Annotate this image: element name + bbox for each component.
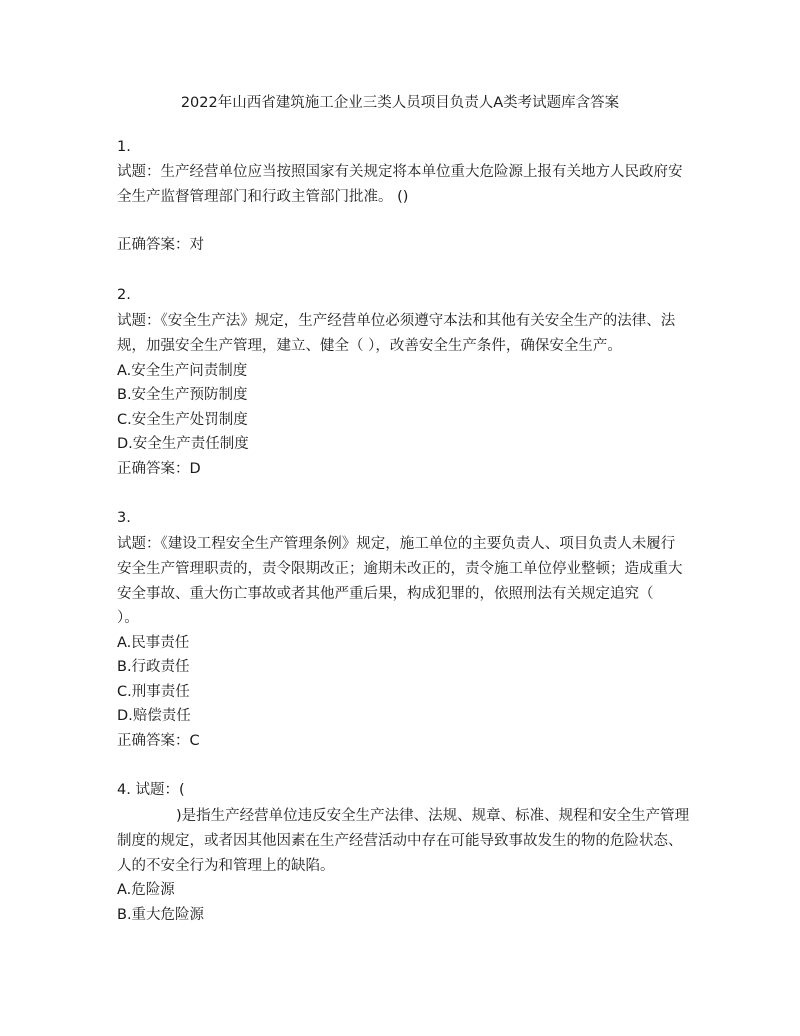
question-4-option-b: B.重大危险源 (117, 907, 205, 923)
question-3-stem-line-1: 试题：《建设工程安全生产管理条例》规定，施工单位的主要负责人、项目负责人未履行 (117, 536, 676, 552)
question-2-answer: 正确答案：D (117, 461, 201, 477)
question-1-stem-line-1: 试题：生产经营单位应当按照国家有关规定将本单位重大危险源上报有关地方人民政府安 (117, 164, 683, 180)
question-3-stem-line-2: 安全生产管理职责的，责令限期改正；逾期未改正的，责令施工单位停业整顿；造成重大 (117, 561, 683, 577)
question-3-option-b: B.行政责任 (117, 659, 190, 675)
question-3-option-a: A.民事责任 (117, 635, 190, 651)
question-2-number: 2. (117, 287, 131, 303)
question-2-stem-line-2: 规，加强安全生产管理，建立、健全（ ），改善安全生产条件，确保安全生产。 (117, 338, 622, 354)
question-2-option-b: B.安全生产预防制度 (117, 387, 248, 403)
question-4-stem-line-3: 人的不安全行为和管理上的缺陷。 (117, 858, 335, 874)
question-3-option-d: D.赔偿责任 (117, 708, 191, 724)
question-3-number: 3. (117, 510, 131, 526)
question-2-stem-line-1: 试题：《安全生产法》规定，生产经营单位必须遵守本法和其他有关安全生产的法律、法 (117, 313, 676, 329)
question-1-answer: 正确答案：对 (117, 237, 204, 253)
question-4-stem-line-2: 制度的规定，或者因其他因素在生产经营活动中存在可能导致事故发生的物的危险状态、 (117, 833, 683, 849)
question-2-option-c: C.安全生产处罚制度 (117, 412, 248, 428)
question-4-option-a: A.危险源 (117, 882, 175, 898)
question-1-stem-line-2: 全生产监督管理部门和行政主管部门批准。 () (117, 189, 409, 205)
question-2-option-d: D.安全生产责任制度 (117, 436, 249, 452)
question-4-stem-line-1: )是指生产经营单位违反安全生产法律、法规、规章、标准、规程和安全生产管理 (176, 808, 690, 824)
question-3-stem-line-4: ）。 (117, 610, 139, 626)
question-3-answer: 正确答案：C (117, 733, 200, 749)
question-2-option-a: A.安全生产问责制度 (117, 363, 248, 379)
question-3-option-c: C.刑事责任 (117, 684, 190, 700)
question-4-stem-first: 4. 试题：( (117, 782, 185, 798)
question-3-stem-line-3: 安全事故、重大伤亡事故或者其他严重后果，构成犯罪的，依照刑法有关规定追究（ (117, 586, 654, 602)
document-title: 2022年山西省建筑施工企业三类人员项目负责人A类考试题库含答案 (180, 95, 620, 111)
question-1-number: 1. (117, 139, 131, 155)
